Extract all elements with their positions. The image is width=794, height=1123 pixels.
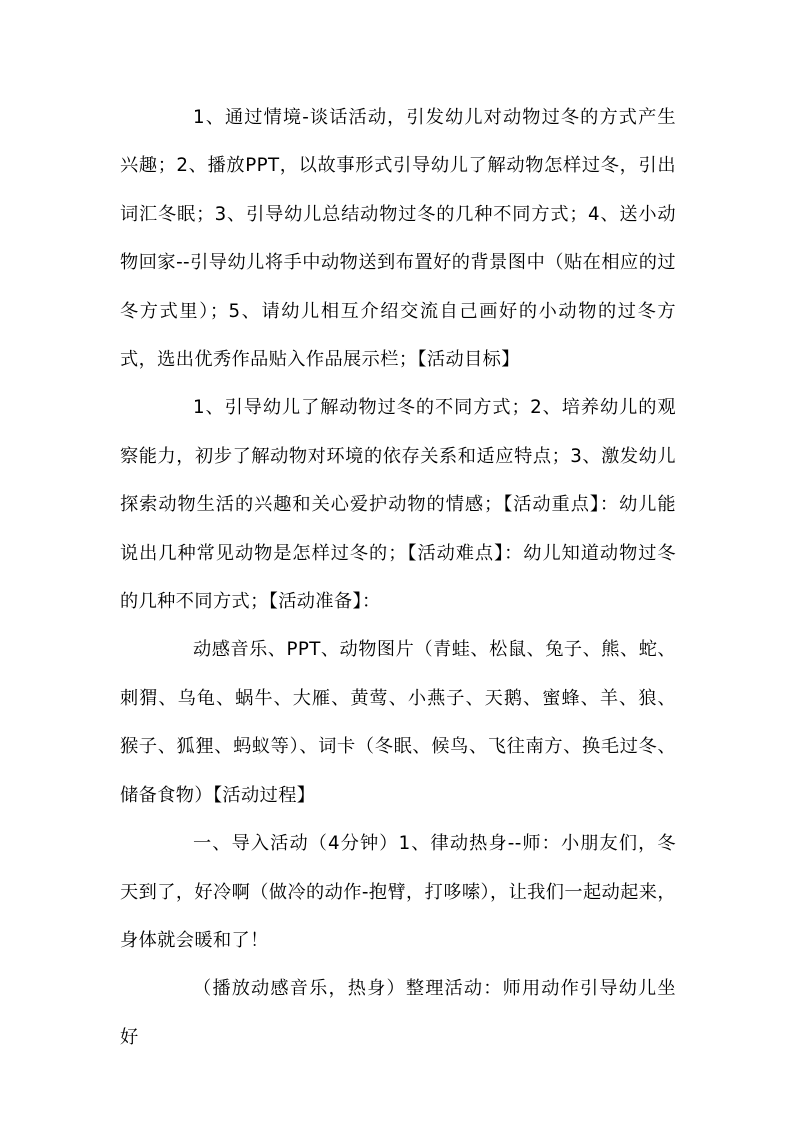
- paragraph-5: （播放动感音乐，热身）整理活动：师用动作引导幼儿坐好: [120, 978, 676, 1048]
- paragraph-4: 一、导入活动（4分钟）1、律动热身--师：小朋友们，冬天到了，好冷啊（做冷的动作-抱臂，打哆嗦），让我们一起动起来，身体就会暖和了！: [120, 833, 676, 951]
- paragraph-1: 1、通过情境-谈话活动，引发幼儿对动物过冬的方式产生兴趣；2、播放PPT，以故事形式引导幼儿了解动物怎样过冬，引出词汇冬眠；3、引导幼儿总结动物过冬的几种不同方式；4、送小动物回家--引导幼儿将手中动物送到布置好的背景图中（贴在相应的过冬方式里）；5、请幼儿相互介绍交流自己画好的小动物的过冬方式，选出优秀作品贴入作品展示栏；【活动目标】: [120, 107, 676, 371]
- paragraph-3: 动感音乐、PPT、动物图片（青蛙、松鼠、兔子、熊、蛇、刺猬、乌龟、蜗牛、大雁、黄莺、小燕子、天鹅、蜜蜂、羊、狼、猴子、狐狸、蚂蚁等）、词卡（冬眠、候鸟、飞往南方、换毛过冬、储备食物）【活动过程】: [120, 639, 676, 806]
- paragraph-2: 1、引导幼儿了解动物过冬的不同方式；2、培养幼儿的观察能力，初步了解动物对环境的依存关系和适应特点；3、激发幼儿探索动物生活的兴趣和关心爱护动物的情感；【活动重点】：幼儿能说出几种常见动物是怎样过冬的；【活动难点】：幼儿知道动物过冬的几种不同方式；【活动准备】：: [120, 397, 676, 613]
- document-page: [120, 94, 676, 1062]
